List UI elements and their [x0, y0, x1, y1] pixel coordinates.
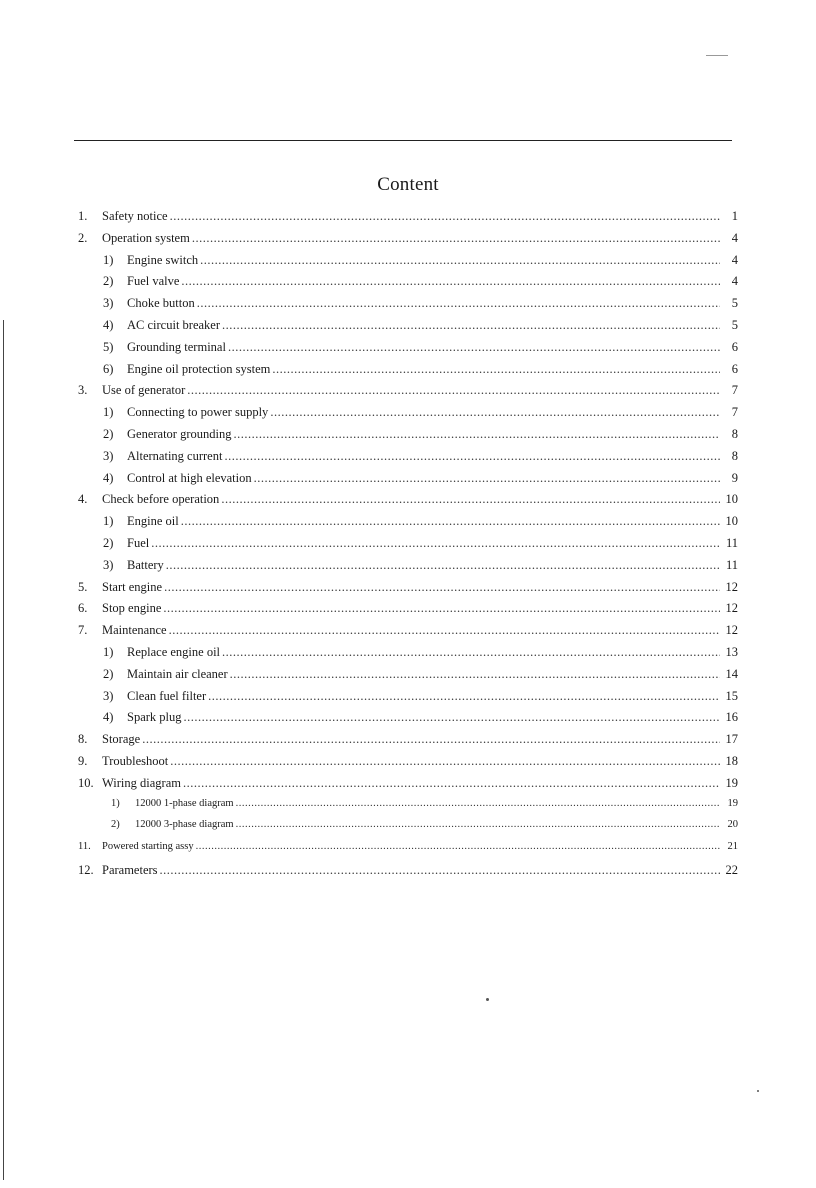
toc-entry-label: Replace engine oil	[127, 644, 221, 659]
toc-entry	[78, 296, 738, 318]
toc-entry-label: Parameters	[102, 862, 158, 877]
toc-dot-leader	[164, 580, 720, 595]
toc-entry-label: Spark plug	[127, 710, 182, 725]
toc-entry	[78, 710, 738, 732]
toc-entry	[78, 536, 738, 558]
toc-entry-label: Fuel	[127, 535, 150, 550]
toc-entry-label: 12000 1-phase diagram	[135, 797, 234, 809]
toc-entry-number: 5.	[78, 579, 88, 594]
toc-dot-leader	[196, 841, 720, 852]
toc-entry-label: Engine oil protection system	[127, 361, 271, 376]
toc-dot-leader	[169, 623, 720, 638]
toc-dot-leader	[181, 514, 720, 529]
toc-entry-number: 7.	[78, 623, 88, 638]
toc-entry-number: 2)	[103, 535, 114, 550]
toc-entry-number: 1)	[103, 252, 114, 267]
toc-entry-number: 12.	[78, 862, 94, 877]
toc-dot-leader	[272, 362, 720, 377]
toc-entry-label: Troubleshoot	[102, 753, 169, 768]
toc-entry	[78, 492, 738, 514]
toc-entry	[78, 623, 738, 645]
table-of-contents	[78, 209, 738, 885]
toc-entry-page: 11	[725, 535, 738, 550]
toc-dot-leader	[197, 296, 720, 311]
toc-entry-page: 6	[731, 339, 738, 354]
toc-entry-label: Generator grounding	[127, 426, 232, 441]
toc-entry-label: Wiring diagram	[102, 775, 181, 790]
toc-entry-label: Engine oil	[127, 514, 179, 529]
toc-entry-label: Powered starting assy	[102, 841, 194, 853]
toc-entry-number: 2)	[103, 426, 114, 441]
toc-dot-leader	[270, 405, 720, 420]
toc-entry-label: Fuel valve	[127, 274, 180, 289]
toc-entry-page: 10	[725, 492, 738, 507]
scan-speck	[486, 998, 489, 1001]
toc-entry	[78, 318, 738, 340]
corner-mark	[706, 55, 728, 56]
toc-entry-label: Maintain air cleaner	[127, 666, 228, 681]
toc-entry	[78, 667, 738, 689]
toc-entry-number: 2)	[103, 274, 114, 289]
toc-entry-number: 9.	[78, 753, 88, 768]
toc-entry-page: 5	[731, 317, 738, 332]
toc-entry-number: 3)	[103, 296, 114, 311]
toc-entry-label: Control at high elevation	[127, 470, 252, 485]
binding-edge-line	[3, 320, 4, 1180]
toc-entry	[78, 754, 738, 776]
toc-entry-page: 14	[725, 666, 738, 681]
toc-entry-page: 16	[725, 710, 738, 725]
toc-entry-number: 8.	[78, 732, 88, 747]
toc-entry-page: 8	[731, 426, 738, 441]
toc-entry-page: 11	[725, 557, 738, 572]
toc-entry-number: 4)	[103, 710, 114, 725]
toc-entry-label: Choke button	[127, 296, 195, 311]
toc-entry	[78, 449, 738, 471]
toc-entry-page: 9	[731, 470, 738, 485]
toc-entry-number: 1)	[103, 644, 114, 659]
toc-entry-number: 4)	[103, 470, 114, 485]
toc-entry-number: 3)	[103, 448, 114, 463]
toc-entry	[78, 689, 738, 711]
toc-dot-leader	[236, 819, 720, 830]
toc-entry	[78, 427, 738, 449]
toc-entry	[78, 231, 738, 253]
toc-dot-leader	[224, 449, 720, 464]
toc-dot-leader	[166, 558, 720, 573]
toc-entry	[78, 558, 738, 580]
toc-entry-label: Storage	[102, 732, 141, 747]
toc-entry-number: 1.	[78, 209, 88, 223]
toc-entry-number: 10.	[78, 775, 94, 790]
toc-entry-label: Use of generator	[102, 383, 186, 398]
page-title: Content	[377, 174, 439, 195]
toc-entry-label: Stop engine	[102, 601, 162, 616]
toc-entry-number: 3)	[103, 688, 114, 703]
toc-entry-label: Safety notice	[102, 209, 168, 223]
toc-entry	[78, 383, 738, 405]
toc-entry	[78, 405, 738, 427]
toc-entry-label: Alternating current	[127, 448, 223, 463]
toc-entry-page: 5	[731, 296, 738, 311]
toc-entry	[78, 732, 738, 754]
toc-dot-leader	[254, 471, 720, 486]
toc-dot-leader	[151, 536, 720, 551]
toc-dot-leader	[222, 318, 720, 333]
toc-entry	[78, 362, 738, 384]
toc-entry	[78, 841, 738, 863]
toc-entry-number: 2.	[78, 230, 88, 245]
toc-entry-label: Connecting to power supply	[127, 405, 269, 420]
toc-dot-leader	[192, 231, 720, 246]
toc-dot-leader	[208, 689, 720, 704]
toc-entry-page: 6	[731, 361, 738, 376]
toc-entry-label: 12000 3-phase diagram	[135, 819, 234, 831]
toc-entry-page: 15	[725, 688, 738, 703]
toc-entry-label: Grounding terminal	[127, 339, 226, 354]
toc-entry-page: 18	[725, 753, 738, 768]
toc-dot-leader	[222, 645, 720, 660]
toc-entry-page: 17	[725, 732, 738, 747]
toc-dot-leader	[181, 274, 720, 289]
toc-dot-leader	[142, 732, 720, 747]
toc-entry-number: 5)	[103, 339, 114, 354]
toc-entry-page: 1	[731, 209, 738, 223]
toc-entry-page: 19	[727, 797, 738, 809]
toc-dot-leader	[160, 863, 720, 878]
toc-entry-page: 7	[731, 405, 738, 420]
toc-entry-page: 22	[725, 862, 738, 877]
toc-entry-label: AC circuit breaker	[127, 317, 221, 332]
toc-dot-leader	[200, 253, 720, 268]
toc-entry	[78, 274, 738, 296]
toc-entry-page: 8	[731, 448, 738, 463]
toc-dot-leader	[187, 383, 720, 398]
toc-entry-label: Clean fuel filter	[127, 688, 207, 703]
toc-entry-number: 4)	[103, 317, 114, 332]
toc-dot-leader	[170, 754, 720, 769]
toc-entry	[78, 776, 738, 798]
toc-entry	[78, 601, 738, 623]
toc-entry-number: 2)	[103, 666, 114, 681]
toc-entry-page: 20	[727, 819, 738, 831]
toc-entry-number: 3.	[78, 383, 88, 398]
toc-entry-page: 4	[731, 252, 738, 267]
toc-entry-label: Battery	[127, 557, 164, 572]
toc-entry-number: 6.	[78, 601, 88, 616]
toc-entry-number: 1)	[103, 405, 114, 420]
toc-entry-number: 3)	[103, 557, 114, 572]
toc-entry	[78, 514, 738, 536]
toc-entry-number: 1)	[111, 797, 120, 809]
toc-dot-leader	[163, 601, 720, 616]
toc-entry-page: 12	[725, 579, 738, 594]
toc-entry-page: 4	[731, 274, 738, 289]
toc-entry-number: 11.	[78, 841, 91, 853]
toc-entry-page: 10	[725, 514, 738, 529]
toc-dot-leader	[228, 340, 720, 355]
toc-entry	[78, 340, 738, 362]
toc-entry-page: 19	[725, 775, 738, 790]
toc-entry	[78, 253, 738, 275]
toc-dot-leader	[233, 427, 720, 442]
toc-entry-page: 12	[725, 623, 738, 638]
toc-entry-page: 7	[731, 383, 738, 398]
toc-dot-leader	[236, 798, 720, 809]
toc-entry	[78, 209, 738, 231]
toc-entry	[78, 645, 738, 667]
toc-entry-number: 6)	[103, 361, 114, 376]
toc-dot-leader	[221, 492, 720, 507]
toc-entry	[78, 863, 738, 885]
toc-entry-label: Maintenance	[102, 623, 167, 638]
toc-entry-label: Engine switch	[127, 252, 199, 267]
toc-entry-label: Operation system	[102, 230, 190, 245]
scan-speck	[757, 1090, 759, 1092]
toc-entry	[78, 471, 738, 493]
toc-entry-page: 4	[731, 230, 738, 245]
toc-dot-leader	[170, 209, 720, 224]
toc-entry	[78, 819, 738, 841]
toc-dot-leader	[184, 710, 720, 725]
toc-dot-leader	[230, 667, 720, 682]
toc-entry-number: 1)	[103, 514, 114, 529]
toc-entry	[78, 798, 738, 820]
toc-entry-number: 4.	[78, 492, 88, 507]
toc-entry-label: Start engine	[102, 579, 163, 594]
toc-entry-label: Check before operation	[102, 492, 220, 507]
toc-dot-leader	[183, 776, 720, 791]
toc-entry	[78, 580, 738, 602]
toc-entry-page: 13	[725, 644, 738, 659]
header-rule	[74, 140, 732, 141]
toc-entry-number: 2)	[111, 819, 120, 831]
toc-entry-page: 21	[727, 841, 738, 853]
toc-entry-page: 12	[725, 601, 738, 616]
